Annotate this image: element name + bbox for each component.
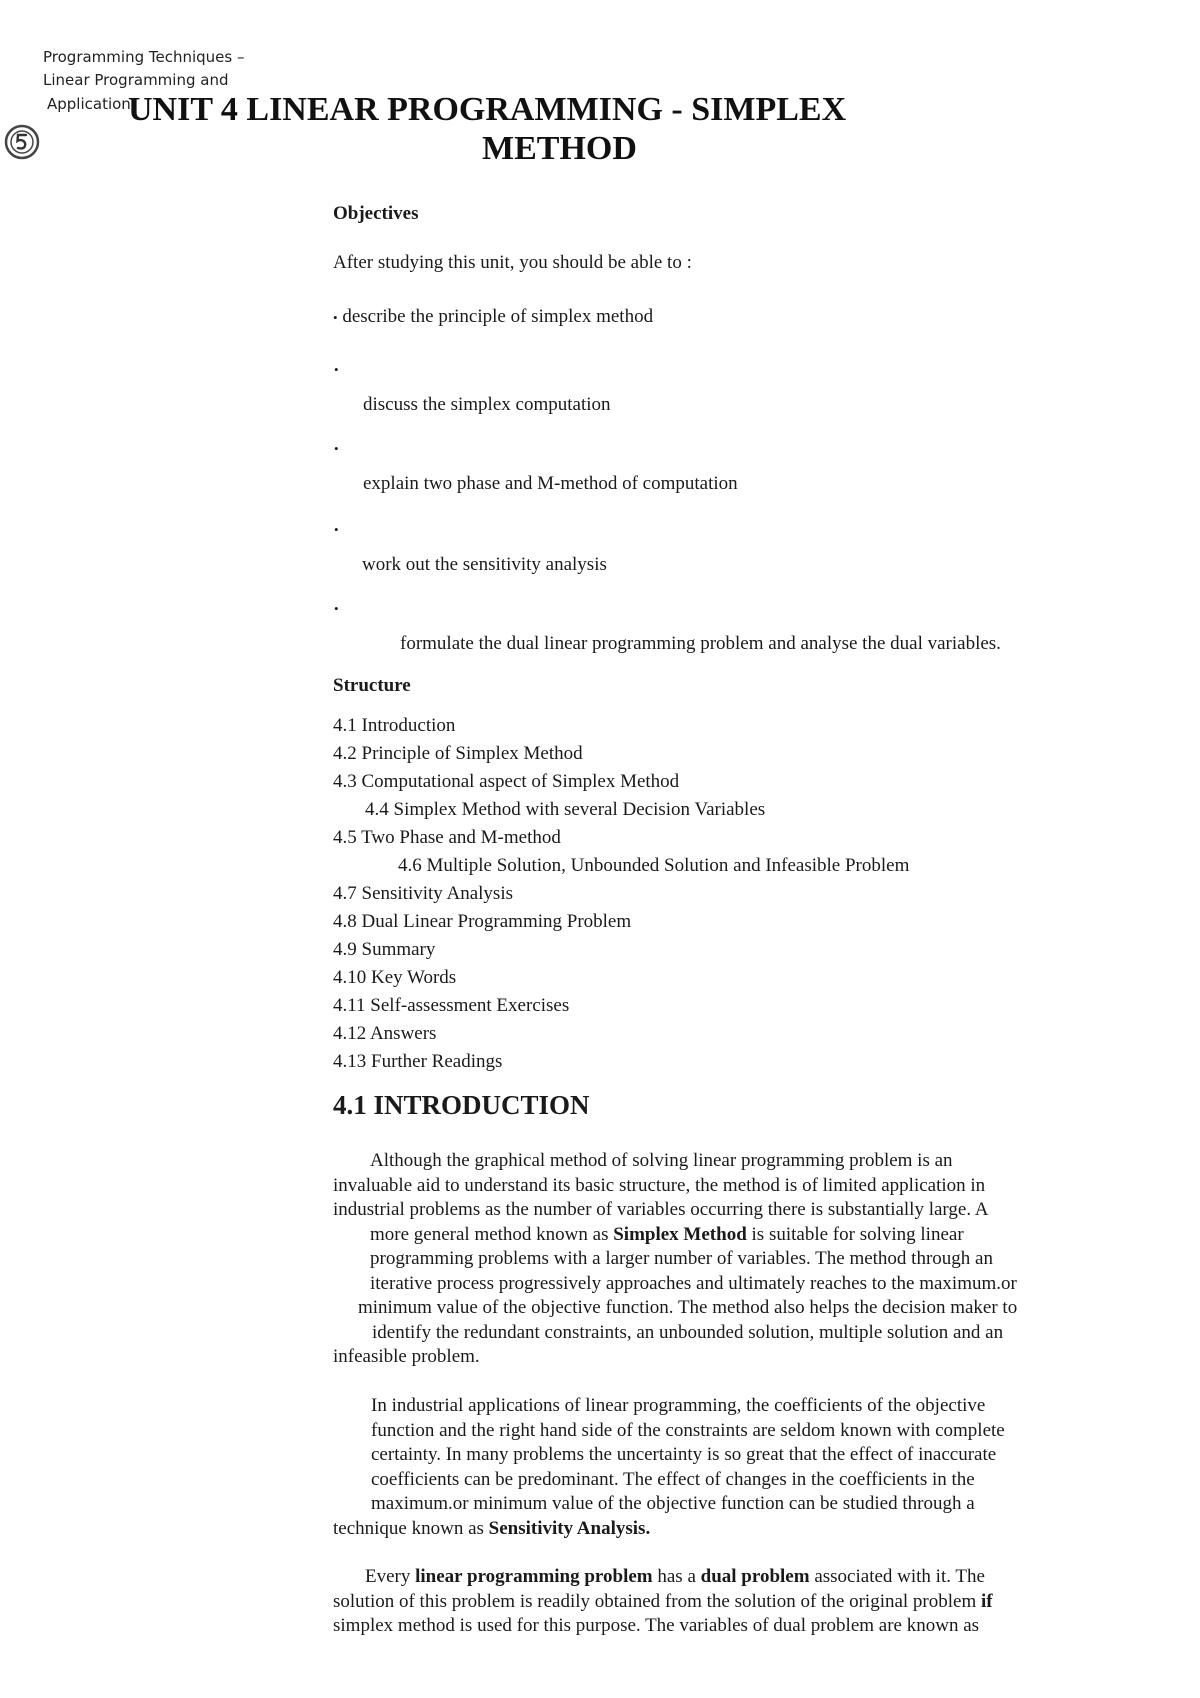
section-heading-introduction: 4.1 INTRODUCTION — [333, 1090, 590, 1120]
running-header-line-3: Application — [47, 95, 131, 113]
structure-heading: Structure — [333, 675, 411, 696]
bullet-icon: • — [334, 522, 339, 537]
intro-paragraph-2: In industrial applications of linear programming, the coefficients of the objective function and the right hand side of the constraints are seldom known with complete certainty. In many problems the uncertainty is so great that the effect of inaccurate coefficients can be predominant. The effect of changes in the coefficients in the maximum.or minimum value of the objective function can be studied through a technique known as Sensitivity Analysis. — [333, 1395, 1005, 1539]
structure-item: 4.7 Sensitivity Analysis — [333, 883, 513, 904]
structure-item: 4.1 Introduction — [333, 715, 456, 736]
objective-item-3: explain two phase and M-method of computation — [363, 473, 738, 494]
bullet-icon: • — [334, 362, 339, 377]
intro-paragraph-3: Every linear programming problem has a dual problem associated with it. The solution of this problem is readily obtained from the solution of the original problem if simplex method is used for this purpose. The variables of dual problem are known as — [333, 1566, 993, 1636]
structure-item: 4.10 Key Words — [333, 967, 457, 988]
structure-item: 4.13 Further Readings — [333, 1051, 503, 1072]
running-header-line-1: Programming Techniques – — [43, 48, 245, 66]
structure-item: 4.11 Self-assessment Exercises — [333, 995, 570, 1016]
university-emblem-icon — [4, 124, 40, 160]
objective-item-1: • describe the principle of simplex method — [333, 306, 654, 327]
objectives-intro: After studying this unit, you should be able to : — [333, 252, 692, 273]
bullet-icon: • — [334, 601, 339, 616]
structure-item: 4.3 Computational aspect of Simplex Method — [333, 771, 680, 792]
objective-item-5: formulate the dual linear programming problem and analyse the dual variables. — [400, 633, 1001, 654]
objectives-heading: Objectives — [333, 203, 419, 224]
bullet-icon: • — [333, 310, 338, 325]
structure-item: 4.12 Answers — [333, 1023, 437, 1044]
structure-item: 4.6 Multiple Solution, Unbounded Solution and Infeasible Problem — [398, 855, 910, 876]
bullet-icon: • — [334, 441, 339, 456]
structure-item: 4.8 Dual Linear Programming Problem — [333, 911, 632, 932]
objective-item-2: discuss the simplex computation — [363, 394, 611, 415]
structure-item: 4.2 Principle of Simplex Method — [333, 743, 583, 764]
running-header-line-2: Linear Programming and — [43, 71, 229, 89]
structure-item: 4.5 Two Phase and M-method — [333, 827, 561, 848]
unit-title-line-2: METHOD — [482, 130, 637, 167]
unit-title-line-1: UNIT 4 LINEAR PROGRAMMING - SIMPLEX — [128, 91, 847, 128]
structure-item: 4.9 Summary — [333, 939, 436, 960]
intro-paragraph-1: Although the graphical method of solving linear programming problem is an invaluable aid to understand its basic structure, the method is of limited application in industrial problems as the number of variables occurring there is substantially large. A more general method known as Simplex Method is suitable for solving linear programming problems with a larger number of variables. The method through an iterative process progressively approaches and ultimately reaches to the maximum.or minimum value of the objective function. The method also helps the decision maker to identify the redundant constraints, an unbounded solution, multiple solution and an infeasible problem. — [333, 1150, 1018, 1367]
structure-item: 4.4 Simplex Method with several Decision Variables — [365, 799, 766, 820]
objective-item-4: work out the sensitivity analysis — [362, 554, 607, 575]
